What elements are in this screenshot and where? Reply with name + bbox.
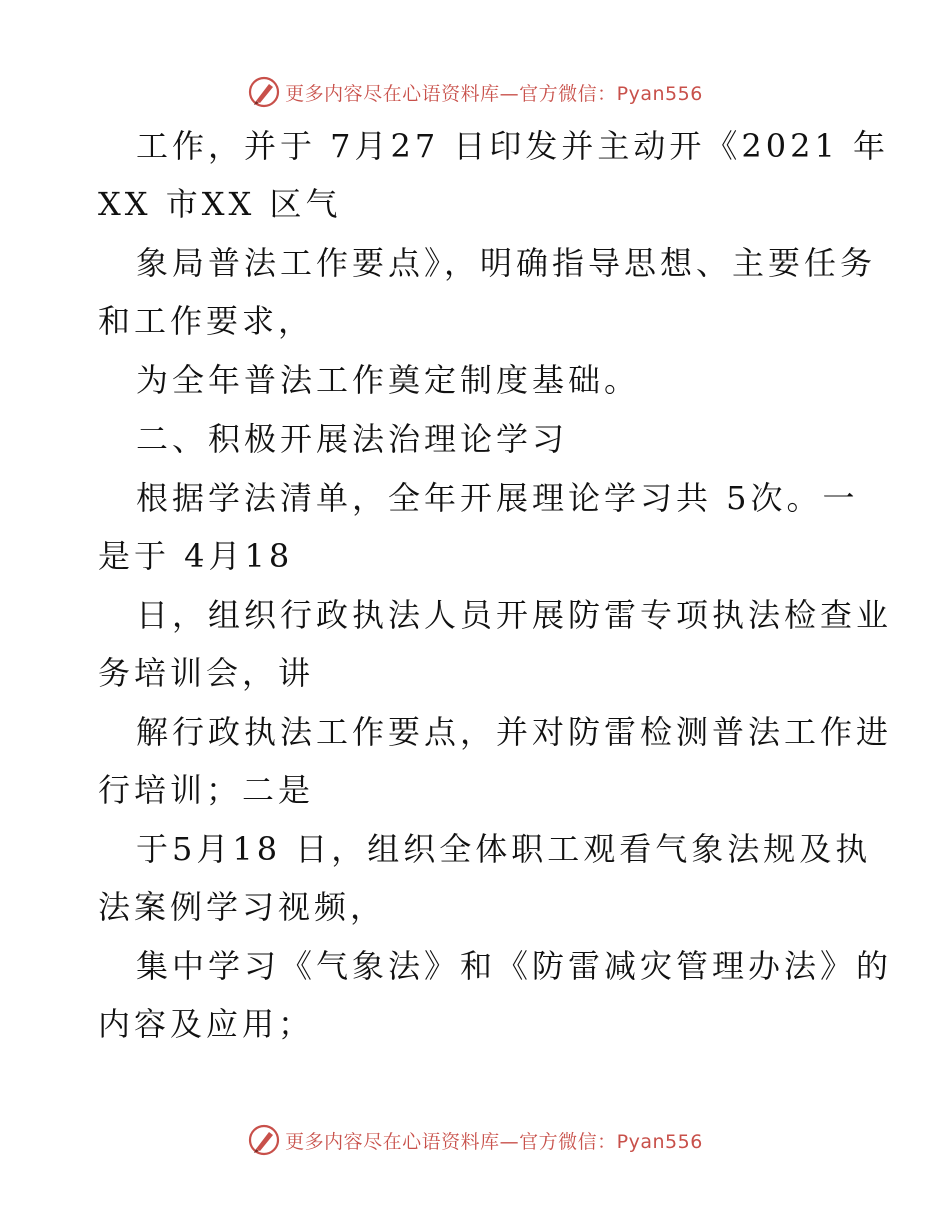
text-line: 为全年普法工作奠定制度基础。	[136, 361, 641, 399]
text-line: 务培训会，讲	[98, 654, 315, 692]
quill-pen-logo-icon	[247, 1123, 281, 1157]
footer-banner	[0, 1120, 950, 1160]
text-line: 内容及应用；	[98, 1005, 315, 1043]
footer-banner-text: 更多内容尽在心语资料库—官方微信：Pyan556	[285, 1130, 703, 1153]
text-line: 集中学习《气象法》和《防雷减灾管理办法》的	[136, 947, 893, 985]
header-banner-text: 更多内容尽在心语资料库—官方微信：Pyan556	[285, 82, 703, 105]
text-line: 日，组织行政执法人员开展防雷专项执法检查业	[136, 596, 893, 634]
text-line: 是于 4月18	[98, 537, 294, 575]
text-line: XX 市XX 区气	[98, 185, 342, 223]
text-line: 行培训；二是	[98, 771, 315, 809]
text-line: 象局普法工作要点》，明确指导思想、主要任务	[136, 244, 877, 282]
section-heading: 二、积极开展法治理论学习	[136, 420, 569, 458]
text-line: 根据学法清单，全年开展理论学习共 5次。一	[136, 479, 859, 517]
text-line: 于5月18 日，组织全体职工观看气象法规及执	[136, 830, 872, 868]
text-line: 法案例学习视频，	[98, 888, 387, 926]
text-line: 和工作要求，	[98, 302, 315, 340]
text-line: 解行政执法工作要点，并对防雷检测普法工作进	[136, 713, 893, 751]
text-line: 工作，并于 7月27 日印发并主动开《2021 年	[136, 127, 890, 165]
